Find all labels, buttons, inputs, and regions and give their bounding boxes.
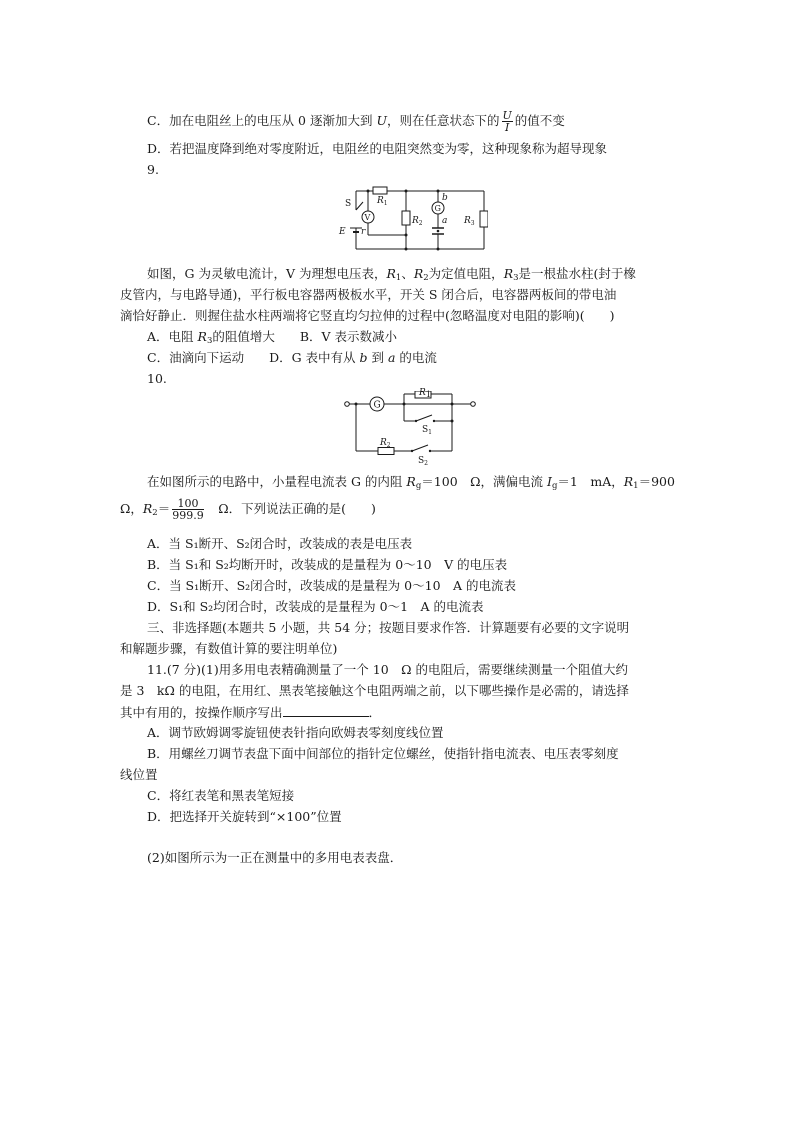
q11-option-a: A．调节欧姆调零旋钮使表针指向欧姆表零刻度线位置 xyxy=(147,725,444,740)
q9-circuit-diagram xyxy=(336,183,488,255)
q10-circuit-diagram xyxy=(340,391,480,467)
q9-label-v: V xyxy=(364,213,371,222)
q9-label-s: S xyxy=(345,199,352,209)
q9-label-g: G xyxy=(434,204,441,213)
q9-label-e: E xyxy=(339,227,346,237)
q10-option-a: A．当 S₁断开、S₂闭合时，改装成的表是电压表 xyxy=(147,536,413,551)
q10-option-d: D．S₁和 S₂均闭合时，改装成的是量程为 0～1 A 的电流表 xyxy=(147,599,484,614)
q10-label-r2: $R_2$ xyxy=(380,438,391,449)
q8-option-d: D．若把温度降到绝对零度附近，电阻丝的电阻突然变为零，这种现象称为超导现象 xyxy=(147,141,608,156)
q9-options-ab: A．电阻 $R_3$的阻值增大 B．V 表示数减小 xyxy=(147,329,398,346)
q9-label-r3: $R_3$ xyxy=(464,216,475,227)
q9-label-r1: $R_1$ xyxy=(377,196,388,207)
q10-option-c: C．当 S₁断开、S₂闭合时，改装成的是量程为 0～10 A 的电流表 xyxy=(147,578,517,593)
q8-fraction: $\frac{U}{I}$ xyxy=(502,109,512,134)
q10-fraction: $\frac{100}{999.9}$ xyxy=(172,497,204,522)
q11-line1: 11.(7 分)(1)用多用电表精确测量了一个 10 Ω 的电阻后，需要继续测量一个阻值大约 xyxy=(147,662,628,677)
q10-label-s1: $S_1$ xyxy=(422,425,432,436)
q9-stem-line2: 皮管内，与电路导通)，平行板电容器两极板水平，开关 S 闭合后，电容器两板间的带电油 xyxy=(120,287,617,302)
q9-stem-line1: 如图，G 为灵敏电流计，V 为理想电压表，$R_1$、$R_2$为定值电阻，$R_3$是一根盐水柱(封于橡 xyxy=(147,266,636,283)
q9-number: 9. xyxy=(147,162,159,177)
q10-stem-line1: 在如图所示的电路中，小量程电流表 G 的内阻 $R_g=100$ Ω，满偏电流 $I_g=1$ mA，$R_1=900$ xyxy=(147,474,675,491)
q9-stem-line3: 滴恰好静止．则握住盐水柱两端将它竖直均匀拉伸的过程中(忽略温度对电阻的影响)( ) xyxy=(120,308,615,323)
q10-label-r1-text: $R_1$ xyxy=(419,388,432,400)
q10-option-b: B．当 S₁和 S₂均断开时，改装成的是量程为 0～10 V 的电压表 xyxy=(147,557,508,572)
q11-line2: 是 3 kΩ 的电阻，在用红、黑表笔接触这个电阻两端之前，以下哪些操作是必需的，请选择 xyxy=(120,683,629,698)
q9-label-a: a xyxy=(442,216,448,226)
section3-heading-line2: 和解题步骤，有数值计算的要注明单位) xyxy=(120,641,338,656)
q11-option-c: C．将红表笔和黑表笔短接 xyxy=(147,788,295,803)
q10-number: 10. xyxy=(147,371,167,386)
q11-option-b-line2: 线位置 xyxy=(120,767,158,782)
q9-label-r: r xyxy=(361,227,366,237)
q11-answer-blank[interactable] xyxy=(283,704,369,717)
q9-label-r2: $R_2$ xyxy=(412,216,423,227)
q9-options-cd: C．油滴向下运动 D．G 表中有从 b 到 a 的电流 xyxy=(147,350,437,365)
q10-label-g: G xyxy=(373,400,381,411)
q11-option-b-line1: B．用螺丝刀调节表盘下面中间部位的指针定位螺丝，使指针指电流表、电压表零刻度 xyxy=(147,746,619,761)
q10-label-s2: $S_2$ xyxy=(418,456,428,467)
section3-heading-line1: 三、非选择题(本题共 5 小题，共 54 分；按题目要求作答．计算题要有必要的文字说明 xyxy=(147,620,630,635)
q11-option-d: D．把选择开关旋转到“×100”位置 xyxy=(147,809,342,824)
q10-stem-line2: Ω，$R_2=$ $\frac{100}{999.9}$ Ω．下列说法正确的是( ) xyxy=(120,497,376,522)
q9-label-b: b xyxy=(442,193,448,203)
q8-option-c: C．加在电阻丝上的电压从 0 逐渐加大到 U，则在任意状态下的 $\frac{U}{I}$ 的值不变 xyxy=(147,109,565,134)
q11-part2: (2)如图所示为一正在测量中的多用电表表盘． xyxy=(147,850,403,865)
q11-line3: 其中有用的，按操作顺序写出 ． xyxy=(120,705,382,720)
